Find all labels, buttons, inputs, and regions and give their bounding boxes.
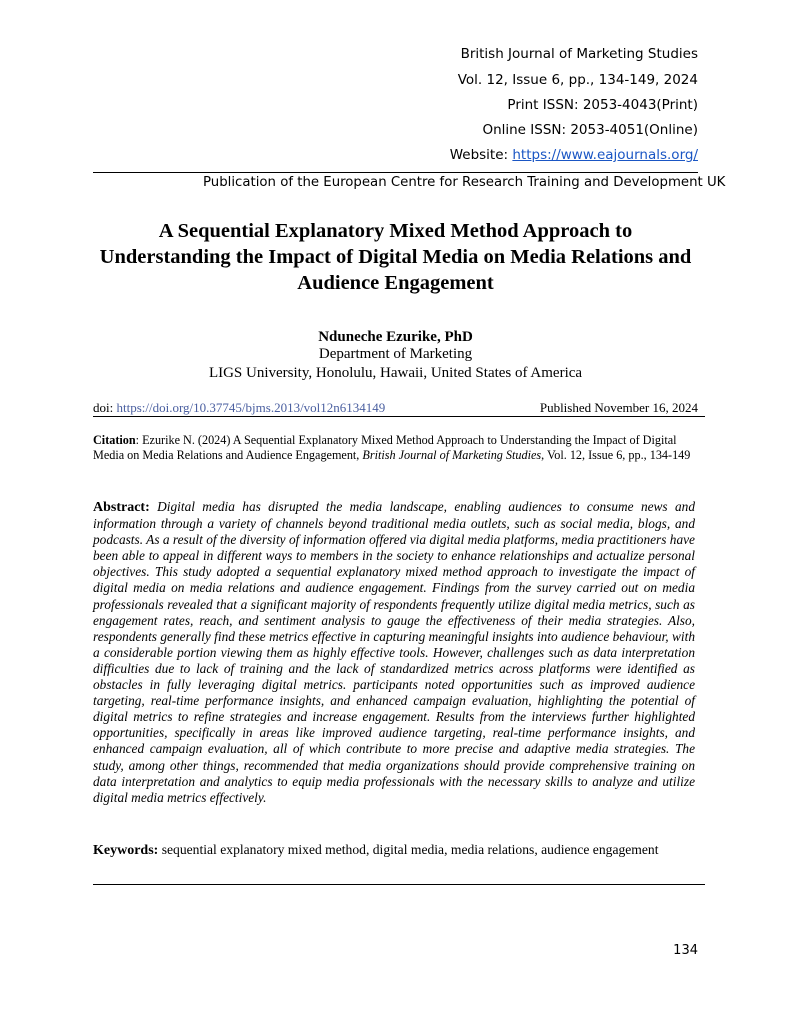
citation-text: : Ezurike N. (2024) A Sequential Explanatory Mixed Method Approach to Understanding the Impact of Digital Media on Media Relations and Audience Engagement, bbox=[93, 433, 677, 462]
paper-title: A Sequential Explanatory Mixed Method Approach to Understanding the Impact of Digital Media on Media Relations and Audience Engagement bbox=[99, 220, 692, 294]
journal-volume: Vol. 12, Issue 6, pp., 134-149, 2024 bbox=[457, 72, 698, 88]
keywords-text: sequential explanatory mixed method, digital media, media relations, audience engagement bbox=[158, 842, 659, 857]
citation-label: Citation bbox=[93, 433, 136, 447]
abstract bbox=[93, 499, 695, 806]
website-link[interactable]: https://www.eajournals.org/ bbox=[512, 147, 698, 163]
page-number: 134 bbox=[673, 943, 698, 958]
abstract-label: Abstract: bbox=[93, 500, 150, 515]
keywords-label: Keywords: bbox=[93, 843, 159, 858]
author-affiliation: LIGS University, Honolulu, Hawaii, United States of America bbox=[208, 365, 583, 381]
website-label: Website: bbox=[449, 147, 513, 163]
doi-link[interactable]: https://doi.org/10.37745/bjms.2013/vol12n6134149 bbox=[116, 400, 386, 415]
print-issn: Print ISSN: 2053-4043(Print) bbox=[507, 97, 698, 113]
author-department: Department of Marketing bbox=[318, 346, 473, 362]
journal-website bbox=[450, 147, 698, 163]
abstract-text: Digital media has disrupted the media landscape, enabling audiences to consume news and information through a variety of channels beyond traditional media outlets, such as social media, blogs, and podcasts. As a result of the diversity of information offered via digital media platforms, media practitioners have been able to appeal in different ways to members in the society to enhance relationships and actualize personal objectives. This study adopted a sequential explanatory mixed method approach to investigate the impact of digital media on media relations and audience engagement. Findings from the survey carried out on media professionals revealed that a significant majority of respondents frequently utilize digital media metrics, such as engagement rates, reach, and sentiment analysis to gauge the effectiveness of their media strategies. Also, respondents generally find these metrics effective in capturing meaningful insights into audience behaviour, with a considerable portion viewing them as highly effective tools. However, challenges such as data interpretation difficulties due to lack of training and the lack of standardized metrics across platforms were identified as obstacles in fully leveraging digital metrics. participants noted opportunities such as improved audience targeting, real-time performance insights, and enhanced campaign evaluation, highlighting the potential of digital metrics to refine strategies and increase engagement. Results from the interviews further highlighted opportunities, specifically in areas like improved audience targeting, real-time performance insights, and enhanced campaign evaluation, all of which contribute to more precise and adaptive media strategies. The study, among other things, recommended that media organizations should provide comprehensive training on data interpretation and analytics to equip media professionals with the necessary skills to analyze and utilize digital media metrics effectively. bbox=[93, 499, 696, 805]
doi-label: doi: bbox=[93, 400, 117, 415]
publisher-line: Publication of the European Centre for Research Training and Development UK bbox=[203, 175, 726, 190]
footer-divider bbox=[93, 884, 705, 885]
citation bbox=[93, 433, 695, 463]
doi-line bbox=[93, 400, 698, 416]
doi-divider bbox=[93, 416, 705, 417]
online-issn: Online ISSN: 2053-4051(Online) bbox=[482, 122, 698, 138]
published-date: Published November 16, 2024 bbox=[539, 400, 698, 415]
citation-journal: British Journal of Marketing Studies bbox=[362, 448, 542, 462]
citation-details: , Vol. 12, Issue 6, pp., 134-149 bbox=[541, 448, 691, 462]
journal-name: British Journal of Marketing Studies bbox=[460, 46, 698, 62]
keywords bbox=[93, 842, 695, 860]
author-name: Nduneche Ezurike, PhD bbox=[318, 329, 473, 345]
header-divider bbox=[93, 172, 698, 173]
